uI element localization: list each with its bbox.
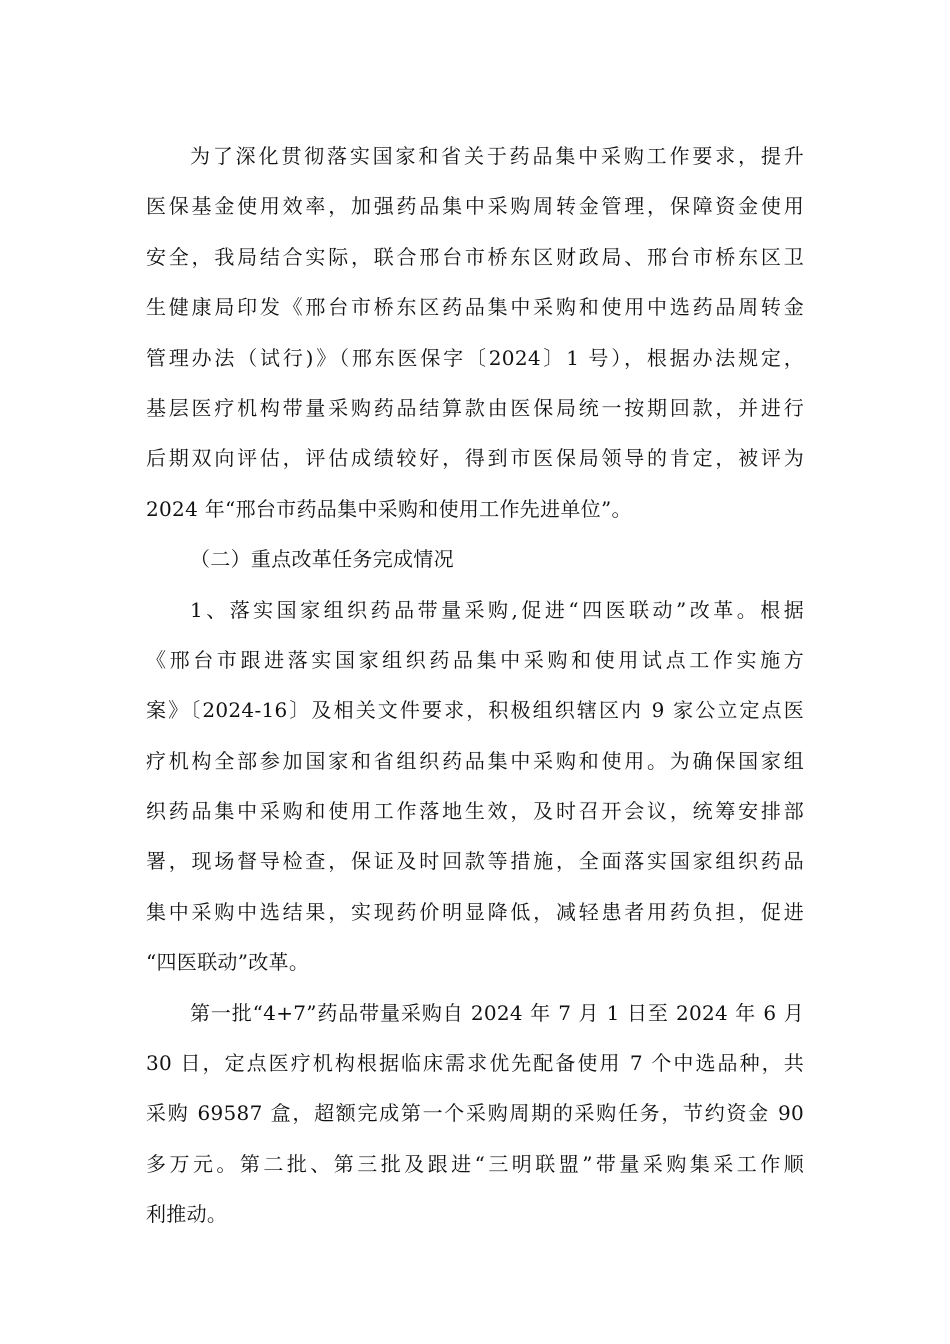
paragraph-3-line-5: 利推动。 — [146, 1202, 228, 1227]
paragraph-1-line-4: 生健康局印发《邢台市桥东区药品集中采购和使用中选药品周转金 — [146, 295, 804, 320]
paragraph-2-line-6: 署，现场督导检查，保证及时回款等措施，全面落实国家组织药品 — [146, 849, 804, 874]
paragraph-2-line-4: 疗机构全部参加国家和省组织药品集中采购和使用。为确保国家组 — [146, 748, 804, 773]
paragraph-2-line-2: 《邢台市跟进落实国家组织药品集中采购和使用试点工作实施方 — [146, 647, 804, 672]
document-body — [146, 131, 804, 1240]
paragraph-2-line-8: “四医联动”改革。 — [146, 950, 310, 975]
paragraph-1-line-2: 医保基金使用效率，加强药品集中采购周转金管理，保障资金使用 — [146, 194, 804, 219]
paragraph-1-line-1: 为了深化贯彻落实国家和省关于药品集中采购工作要求，提升 — [190, 144, 804, 168]
paragraph-2-line-5: 织药品集中采购和使用工作落地生效，及时召开会议，统筹安排部 — [146, 799, 804, 824]
paragraph-1-line-5: 管理办法（试行)》（邢东医保字〔2024〕1 号），根据办法规定， — [146, 345, 804, 370]
paragraph-1-line-8: 2024 年“邢台市药品集中采购和使用工作先进单位”。 — [146, 496, 632, 521]
paragraph-2-line-1: 1、落实国家组织药品带量采购,促进“四医联动”改革。根据 — [190, 597, 804, 622]
paragraph-2-line-7: 集中采购中选结果，实现药价明显降低，减轻患者用药负担，促进 — [146, 899, 804, 924]
paragraph-3-line-1: 第一批“4+7”药品带量采购自 2024 年 7 月 1 日至 2024 年 6 月 — [190, 1000, 804, 1025]
paragraph-3-line-4: 多万元。第二批、第三批及跟进“三明联盟”带量采购集采工作顺 — [146, 1151, 804, 1176]
paragraph-2-line-3: 案》〔2024-16〕及相关文件要求，积极组织辖区内 9 家公立定点医 — [146, 698, 804, 723]
paragraph-1-line-7: 后期双向评估，评估成绩较好，得到市医保局领导的肯定，被评为 — [146, 446, 804, 471]
paragraph-1-line-3: 安全，我局结合实际，联合邢台市桥东区财政局、邢台市桥东区卫 — [146, 244, 804, 269]
paragraph-3-line-3: 采购 69587 盒，超额完成第一个采购周期的采购任务，节约资金 90 — [146, 1101, 804, 1126]
paragraph-3-line-2: 30 日，定点医疗机构根据临床需求优先配备使用 7 个中选品种，共 — [146, 1051, 804, 1076]
paragraph-1-line-6: 基层医疗机构带量采购药品结算款由医保局统一按期回款，并进行 — [146, 395, 804, 420]
section-heading: （二）重点改革任务完成情况 — [190, 547, 454, 572]
